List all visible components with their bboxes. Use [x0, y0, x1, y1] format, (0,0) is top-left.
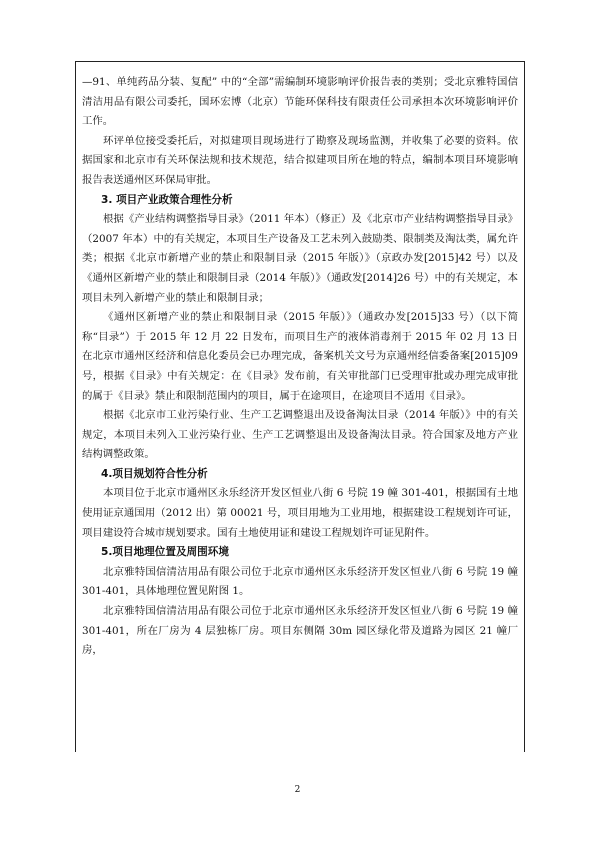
- section-5-heading: 5.项目地理位置及周围环境: [101, 546, 229, 559]
- intro-paragraph-1: —91、单纯药品分装、复配” 中的“全部”需编制环境影响评价报告表的类别；受北京雅特国信清洁用品有限公司委托，国环宏博（北京）节能环保科技有限责任公司承担本次环境影响评价工作。: [82, 76, 518, 128]
- section-5-paragraph-2: 北京雅特国信清洁用品有限公司位于北京市通州区永乐经济开发区恒业八街 6 号院 19 幢 301-401，所在厂房为 4 层独栋厂房。项目东侧隔 30m 园区绿化带及道路为园区 21 幢厂房，: [82, 605, 518, 657]
- document-frame: [75, 61, 525, 752]
- section-3-heading: 3. 项目产业政策合理性分析: [101, 193, 233, 206]
- section-4-paragraph-1: 本项目位于北京市通州区永乐经济开发区恒业八街 6 号院 19 幢 301-401，根据国有土地使用证京通国用（2012 出）第 00021 号，项目用地为工业用地，根据建设工程规划许可证，项目建设符合城市规划要求。国有土地使用证和建设工程规划许可证见附件。: [82, 487, 518, 539]
- intro-paragraph-2: 环评单位接受委托后，对拟建项目现场进行了勘察及现场监测，并收集了必要的资料。依据国家和北京市有关环保法规和技术规范，结合拟建项目所在地的特点，编制本项目环境影响报告表送通州区环保局审批。: [82, 134, 518, 186]
- page-number: 2: [294, 785, 301, 795]
- section-4-heading: 4.项目规划符合性分析: [101, 467, 208, 480]
- section-5-paragraph-1: 北京雅特国信清洁用品有限公司位于北京市通州区永乐经济开发区恒业八街 6 号院 19 幢 301-401，具体地理位置见附图 1。: [82, 565, 518, 598]
- section-3-paragraph-2: 《通州区新增产业的禁止和限制目录（2015 年版）》（通政办发[2015]33 号）（以下简称“目录”）于 2015 年 12 月 22 日发布，而项目生产的液体消毒剂于 2015 年 02 月 13 日在北京市通州区经济和信息化委员会已办理完成，备案机关文号为京通州经信委备案[2015]09 号，根据《目录》中有关规定：在《目录》发布前，有关审批部门已受理审批或办理完成审批的属于《目录》禁止和限制范围内的项目，属于在途项目，在途项目不适用《目录》。: [82, 311, 518, 402]
- section-3-paragraph-1: 根据《产业结构调整指导目录》（2011 年本）（修正）及《北京市产业结构调整指导目录》（2007 年本）中的有关规定，本项目生产设备及工艺未列入鼓励类、限制类及淘汰类，属允许类；根据《北京市新增产业的禁止和限制目录（2015 年版）》（京政办发[2015]42 号）以及《通州区新增产业的禁止和限制目录（2014 年版）》（通政发[2014]26 号）中的有关规定，本项目未列入新增产业的禁止和限制目录；: [82, 213, 518, 304]
- section-3-paragraph-3: 根据《北京市工业污染行业、生产工艺调整退出及设备淘汰目录（2014 年版）》中的有关规定，本项目未列入工业污染行业、生产工艺调整退出及设备淘汰目录。符合国家及地方产业结构调整政策。: [82, 409, 518, 461]
